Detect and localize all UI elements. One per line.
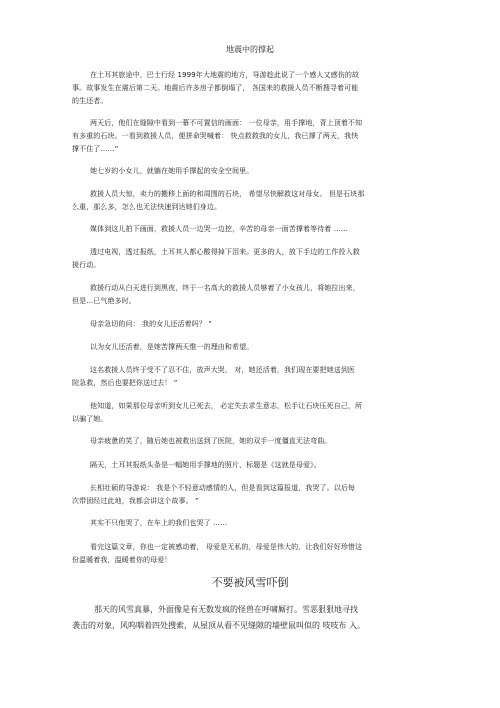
paragraph-line: 隔天，土耳其报纸头条是一幅她用手撑地的照片，标题是《这就是母爱》。 (90, 461, 321, 469)
section-title: 不要被风雪吓倒 (211, 576, 289, 589)
paragraph-line: 她七岁的小女儿，就躺在她用手撑起的安全空间里。 (90, 167, 254, 175)
paragraph-line: 份温暖着我，温暖着你的母爱！ (72, 556, 172, 564)
paragraph-line: 事。故事发生在震后第二天。地震后许多房子都倒塌了， 各国来的救援人员不断搜寻着可能 (72, 84, 359, 92)
paragraph-line: 但是…已气绝多时。 (72, 297, 136, 305)
paragraph (72, 400, 432, 426)
paragraph (72, 341, 432, 354)
paragraph-line: 看完这篇文章，你也一定被感动着， 母爱是无私的，母爱是伟大的，让我们好好珍惜这 (90, 543, 363, 551)
paragraph-line: 撑不住了……” (72, 145, 119, 153)
paragraph-line: 次带团经过此地，我都会讲这个故事。 ” (72, 497, 199, 505)
paragraph (72, 246, 432, 272)
paragraph-line: 的生还者。 (72, 97, 108, 105)
paragraph-line: 这名救援人员终于受不了忍不住，放声大哭， 对，她还活着，我们现在要把她送到医 (90, 366, 356, 374)
paragraph-line: 救援人员大惊，卖力的搬移上面的和周围的石块， 希望尽快解救这对母女。 但是石块那 (90, 190, 365, 198)
paragraph-line: 在土耳其旅途中，巴士行经 1999年大地震的地方，导游趁此说了一个感人又感伤的故 (90, 71, 360, 79)
paragraph (72, 318, 432, 331)
paragraph (72, 435, 432, 448)
paragraph (72, 364, 432, 390)
paragraph-line: 袭击的对象，风呜咽着四处搜索，从屋顶从看不见缝隙的墙壁鼠叫似的 吱吱布 入。 (72, 621, 366, 630)
paragraph-line: 长相壮硕的导游说： 我是个不轻意动感情的人，但是看到这篇报道，我哭了。以后每 (90, 484, 356, 492)
paragraph (72, 69, 432, 108)
paragraph-line: 以骗了她。 (72, 415, 108, 423)
paragraph (72, 282, 432, 308)
paragraph-line: 么重，那么多，怎么也无法快速到达她们身边。 (72, 203, 222, 211)
paragraph (72, 188, 432, 214)
paragraph-line: 以为女儿还活着，是她苦撑两天惟一的理由和希望。 (90, 343, 254, 351)
paragraph-line: 两天后，他们在缝隙中看到一幕不可置信的画面： 一位母亲，用手撑地，背上顶着不知 (90, 119, 363, 127)
paragraph (72, 165, 432, 178)
paragraph-line: 其实不只他哭了，在车上的我们也哭了 …… (90, 519, 228, 527)
paragraph-line: 他知道，如果那位母亲听到女儿已死去， 必定失去求生意志，松手让石块压死自己，所 (90, 402, 363, 410)
paragraph-line: 媒体到这儿拍下画面，救援人员一边哭一边挖，辛苦的母亲一面苦撑着等待着 …… (90, 225, 348, 233)
paragraph-line: 救援行动从白天进行到黑夜，终于一名高大的救援人员够着了小女孩儿，将她拉出来， (90, 284, 360, 292)
paragraph-line: 援行动。 (72, 261, 101, 269)
paragraph (72, 541, 432, 567)
paragraph-line: 院急救，然后也要把你送过去！ ” (72, 379, 178, 387)
article-title: 地震中的撑起 (226, 45, 274, 54)
paragraph (72, 482, 432, 508)
paragraph (72, 517, 432, 530)
paragraph (72, 459, 432, 472)
paragraph-line: 透过电视，透过报纸，土耳其人都心酸得掉下泪来。更多的人，放下手边的工作投入救 (90, 248, 360, 256)
paragraph-line: 母亲急切的问： 我的女儿还活着吗？ ” (90, 320, 212, 328)
paragraph (72, 117, 432, 156)
paragraph (72, 602, 432, 634)
paragraph-line: 那天的风雪真暴，外面像是有无数发疯的怪兽在呼啸厮打。雪恶狠狠地寻找 (94, 605, 358, 614)
paragraph (72, 223, 432, 236)
paragraph-line: 有多重的石块。一看到救援人员，便拼命哭喊着： 快点救救我的女儿，我已撑了两天，我快 (72, 132, 359, 140)
paragraph-line: 母亲疲惫的笑了，随后她也被救出送到了医院，她的双手一度僵直无法弯曲。 (90, 437, 332, 445)
